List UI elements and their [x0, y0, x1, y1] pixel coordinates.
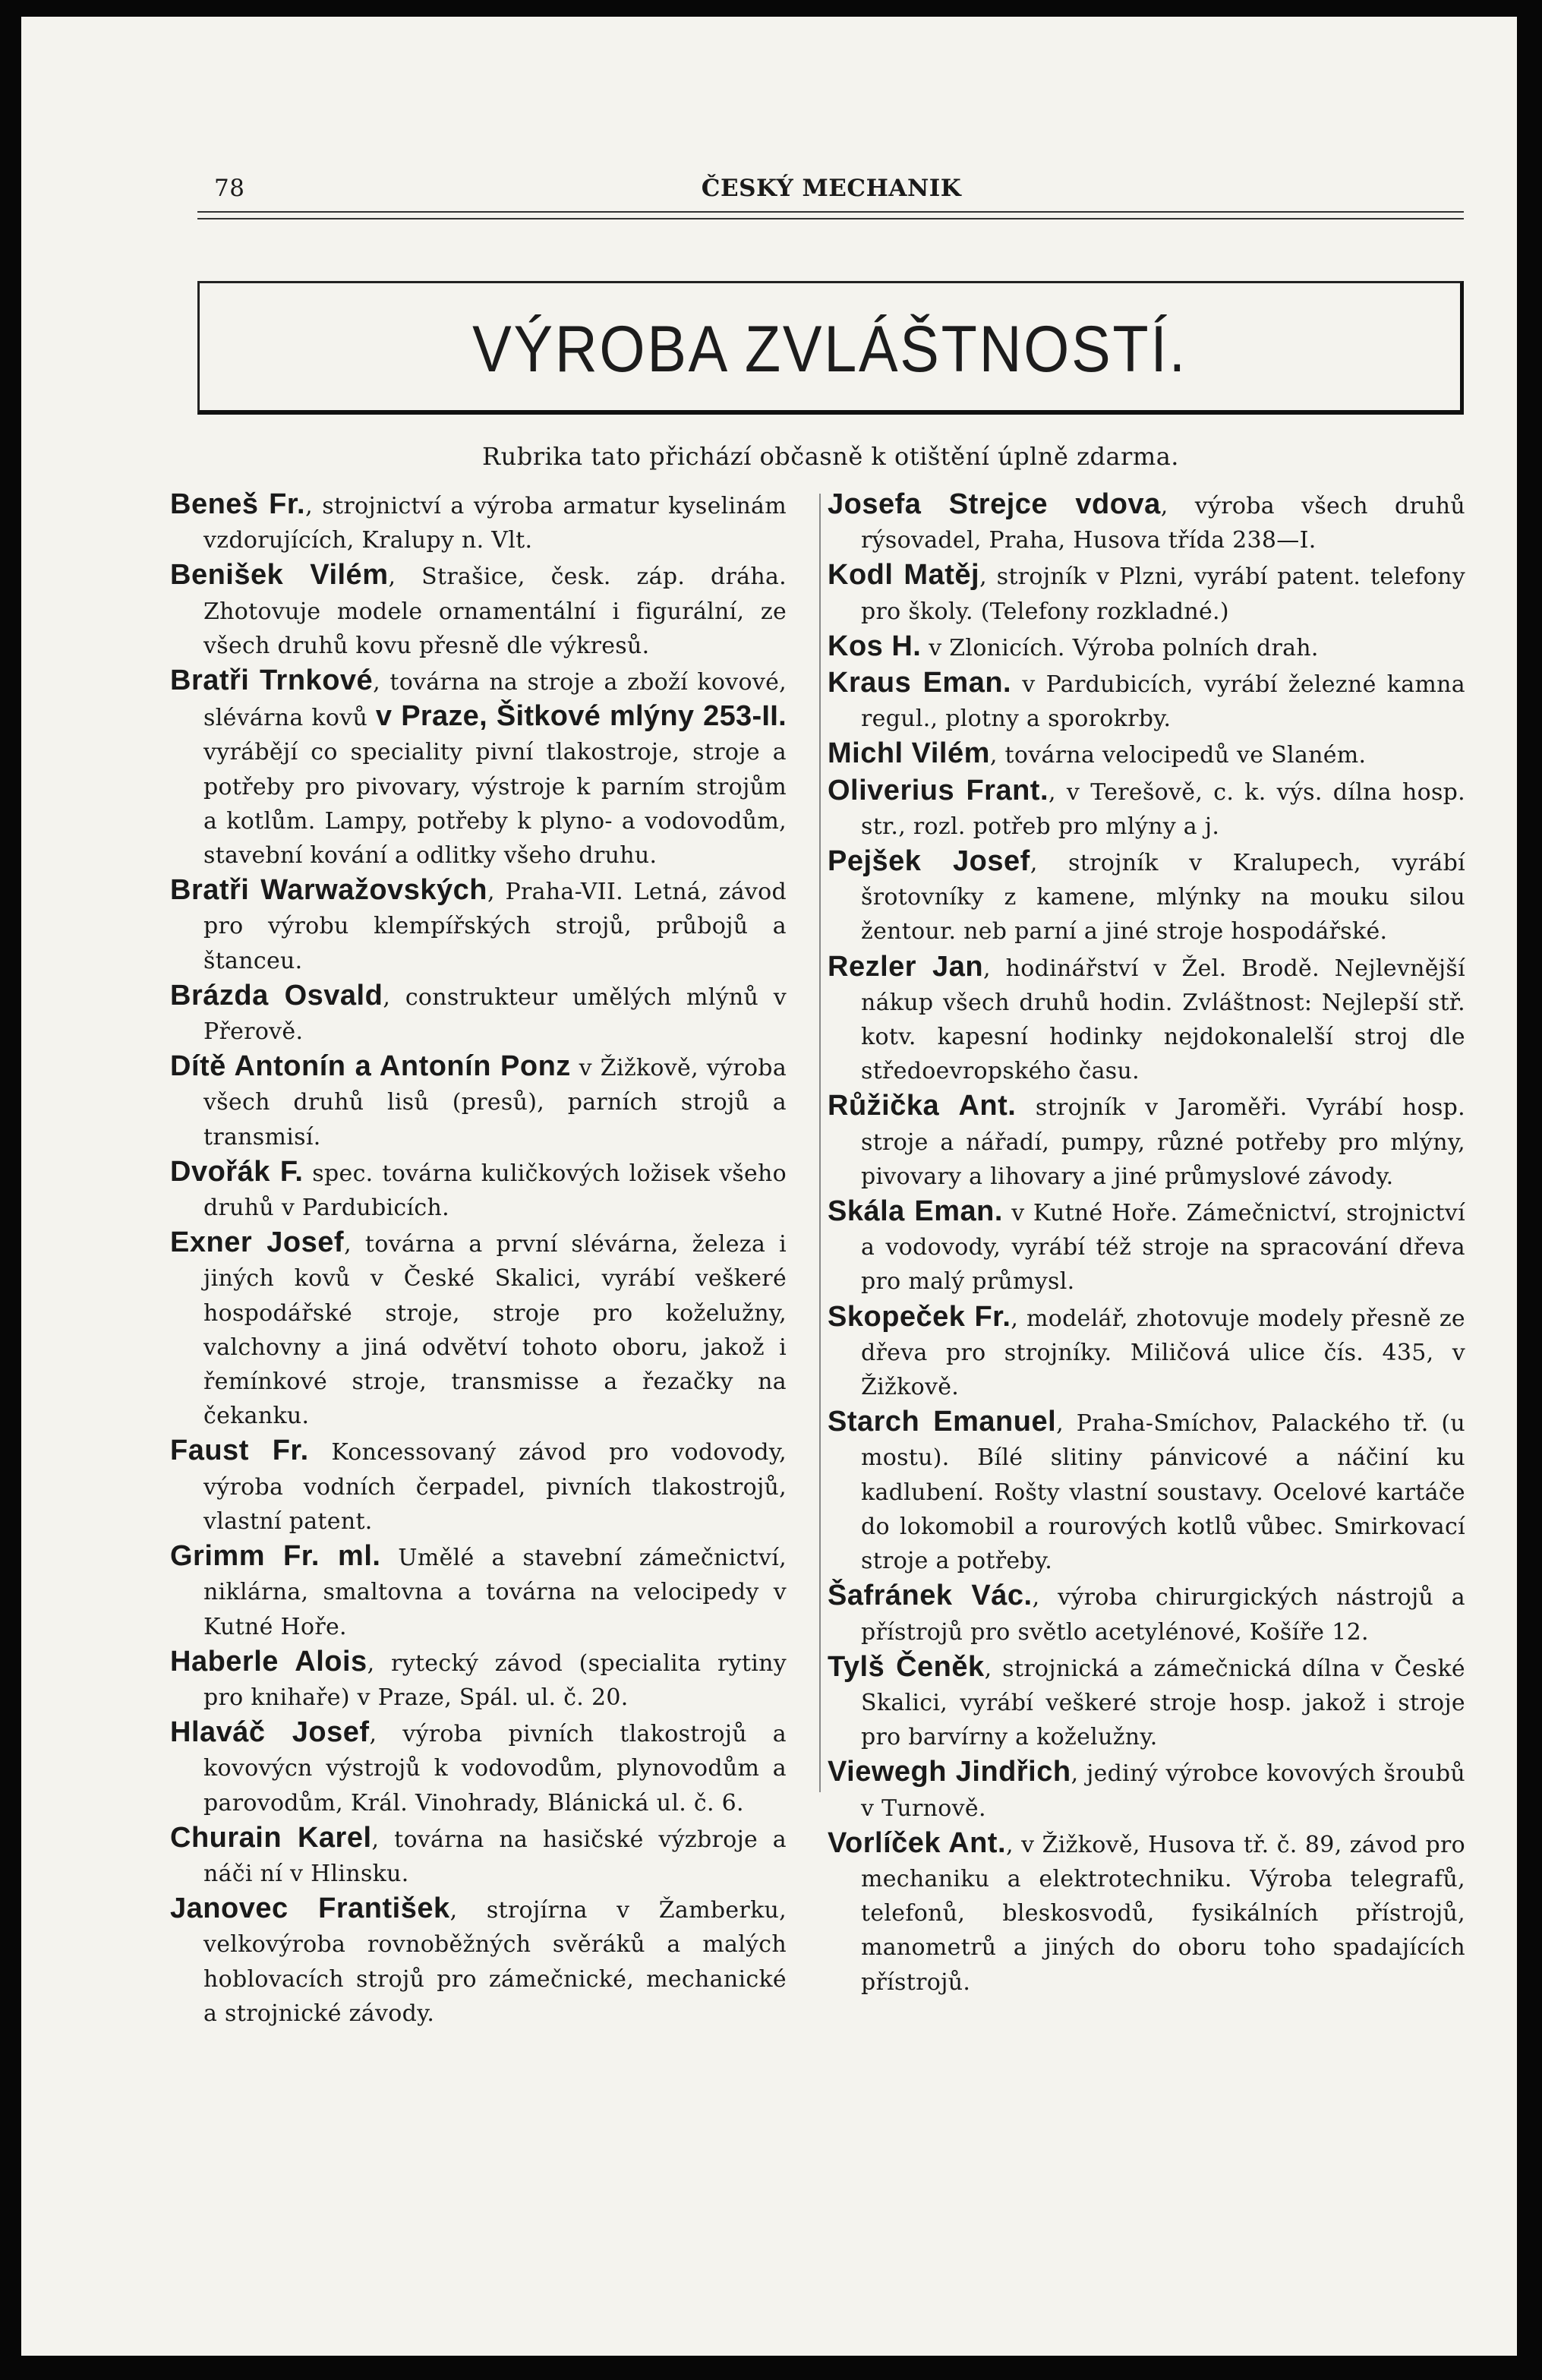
page: [21, 17, 1517, 2356]
entry-name: Růžička Ant.: [828, 1090, 1017, 1122]
column-divider: [819, 494, 821, 1792]
header-rule: [197, 211, 1464, 219]
left-column: [170, 488, 787, 2031]
entry-name: Viewegh Jindřich: [828, 1756, 1071, 1788]
directory-entry: [170, 488, 787, 557]
entry-name: Starch Emanuel: [828, 1406, 1057, 1438]
directory-entry: [170, 558, 787, 663]
entry-text: , strojník v Plzni, vyrábí patent. telefony pro školy. (Telefony rozkladné.): [861, 563, 1465, 625]
page-number: 78: [214, 175, 245, 202]
entry-name: Skála Eman.: [828, 1195, 1003, 1228]
entry-text: , strojnická a zámečnická dílna v České Skalici, vyrábí veškeré stroje hosp. jakož i stroje pro barvírny a koželužny.: [861, 1655, 1465, 1751]
entry-name: Bratři Trnkové: [170, 664, 374, 697]
entry-name: Bratři Warwažovských: [170, 874, 487, 907]
entry-name: Brázda Osvald: [170, 979, 383, 1012]
entry-text: Umělé a stavební zámečnictví, niklárna, smaltovna a továrna na velocipedy v Kutné Hoře.: [203, 1545, 787, 1640]
entry-text: , strojírna v Žamberku, velkovýroba rovnoběžných svěráků a malých hoblovacích strojů pro zámečnické, mechanické a strojnické závody.: [203, 1897, 787, 2027]
section-note: Rubrika tato přichází občasně k otištění úplně zdarma.: [482, 442, 1179, 471]
directory-entry: [828, 1579, 1465, 1649]
directory-entry: [828, 950, 1465, 1089]
entry-text: , Strašice, česk. záp. dráha. Zhotovuje modele ornamentální i figurální, ze všech druhů kovu přesně dle výkresů.: [203, 563, 787, 659]
entry-text: , construkteur umělých mlýnů v Přerově.: [203, 983, 787, 1046]
section-title-box: [197, 281, 1464, 415]
directory-entry: [828, 844, 1465, 949]
entry-name: Kraus Eman.: [828, 667, 1012, 699]
entry-name: Faust Fr.: [170, 1435, 309, 1467]
entry-text: v Zlonicích. Výroba polních drah.: [921, 634, 1319, 661]
entry-name: Michl Vilém: [828, 737, 990, 770]
directory-entry: [828, 737, 1465, 772]
directory-entry: [170, 664, 787, 873]
directory-entry: [828, 1195, 1465, 1299]
entry-name: Grimm Fr. ml.: [170, 1540, 381, 1573]
entry-name: Skopeček Fr.: [828, 1300, 1011, 1333]
directory-entry: [828, 774, 1465, 844]
entry-name: Churain Karel: [170, 1821, 372, 1854]
entry-name: Dítě Antonín a Antonín Ponz: [170, 1050, 571, 1083]
entry-name: Beneš Fr.: [170, 488, 306, 520]
directory-entry: [170, 1226, 787, 1433]
entry-text: Koncessovaný závod pro vodovody, výroba vodních čerpadel, pivních tlakostrojů, vlastní patent.: [203, 1439, 787, 1535]
entry-name: Dvořák F.: [170, 1155, 304, 1188]
directory-entry: [170, 1155, 787, 1225]
entry-name: Pejšek Josef: [828, 845, 1030, 878]
entry-text: strojník v Jaroměři. Vyrábí hosp. stroje a nářadí, pumpy, různé potřeby pro mlýny, pivovary a lihovary a jiné průmyslové závody.: [861, 1094, 1465, 1190]
entry-text: , Praha-VII. Letná, závod pro výrobu klempířských strojů, průbojů a štanceu.: [203, 879, 787, 974]
entry-text: , v Terešově, c. k. výs. dílna hosp. str., rozl. potřeb pro mlýny a j.: [861, 778, 1465, 840]
directory-entry: [170, 1434, 787, 1539]
entry-text: , továrna na hasičské výzbroje a náči ní v Hlinsku.: [203, 1826, 787, 1887]
entry-text-continued: vyrábějí co speciality pivní tlakostroje, stroje a potřeby pro pivovary, výstroje k parním strojům a kotlům. Lampy, potřeby k plyno- a vodovodům, stavební kování a odlitky všeho druhu.: [203, 739, 787, 870]
entry-text: spec. továrna kuličkových ložisek všeho druhů v Pardubicích.: [203, 1160, 787, 1222]
running-title: ČESKÝ MECHANIK: [701, 175, 962, 202]
entry-name: Haberle Alois: [170, 1645, 367, 1678]
directory-entry: [828, 630, 1465, 665]
entry-name: Kos H.: [828, 630, 922, 662]
directory-entry: [828, 558, 1465, 628]
entry-name: Vorlíček Ant.: [828, 1826, 1006, 1859]
entry-name: Josefa Strejce vdova: [828, 488, 1161, 520]
entry-address-highlight: v Praze, Šitkové mlýny 253-II.: [375, 700, 787, 733]
entry-text: , rytecký závod (specialita rytiny pro knihaře) v Praze, Spál. ul. č. 20.: [203, 1649, 787, 1711]
entry-text: , výroba pivních tlakostrojů a kovovýcn výstrojů k vodovodům, plynovodům a parovodům, Král. Vinohrady, Blánická ul. č. 6.: [203, 1721, 787, 1817]
entry-text: , Praha-Smíchov, Palackého tř. (u mostu). Bílé slitiny pánvicové a náčiní ku kadlubení. Rošty vlastní soustavy. Ocelové kartáče do lokomobil a rourových kotlů vůbec. Smirkovací stroje a potřeby.: [861, 1410, 1465, 1575]
entry-text: , modelář, zhotovuje modely přesně ze dřeva pro strojníky. Miličová ulice čís. 435, v Žižkově.: [861, 1305, 1465, 1401]
entry-text: v Žižkově, výroba všech druhů lisů (presů), parních strojů a transmisí.: [203, 1055, 787, 1151]
entry-name: Tylš Čeněk: [828, 1650, 985, 1683]
entry-text: , továrna a první slévárna, železa i jiných kovů v České Skalici, vyrábí veškeré hospodářské stroje, stroje pro koželužny, valchovny a jiná odvětví tohoto oboru, jakož i řemínkové stroje, transmisse a řezačky na čekanku.: [203, 1231, 787, 1430]
directory-entry: [170, 1716, 787, 1820]
entry-text: , hodinářství v Žel. Brodě. Nejlevnější nákup všech druhů hodin. Zvláštnost: Nejlepší stř. kotv. kapesní hodinky nejdokonalelší stroj dle středoevropského času.: [861, 955, 1466, 1085]
entry-text: , továrna velocipedů ve Slaném.: [989, 742, 1367, 769]
directory-entry: [828, 1089, 1465, 1194]
entry-text: , výroba chirurgických nástrojů a přístrojů pro světlo acetylénové, Košíře 12.: [861, 1584, 1465, 1646]
directory-entry: [170, 1050, 787, 1154]
entry-text: , v Žižkově, Husova tř. č. 89, závod pro mechaniku a elektrotechniku. Výroba telegrafů, telefonů, bleskosvodů, fysikálních přístrojů, manometrů a jiných do oboru toho spadajících přístrojů.: [861, 1831, 1465, 1996]
entry-text: v Pardubicích, vyrábí železné kamna regul., plotny a sporokrby.: [861, 671, 1465, 733]
entry-text: , strojnictví a výroba armatur kyselinám vzdorujících, Kralupy n. Vlt.: [203, 493, 787, 554]
directory-entry: [170, 1892, 787, 2031]
directory-entry: [828, 666, 1465, 736]
directory-entry: [170, 979, 787, 1049]
entry-name: Šafránek Vác.: [828, 1580, 1033, 1612]
directory-entry: [170, 1539, 787, 1644]
entry-text: , výroba všech druhů rýsovadel, Praha, Husova třída 238—I.: [861, 493, 1465, 554]
entry-text: , jediný výrobce kovových šroubů v Turnově.: [861, 1760, 1465, 1822]
section-title: VÝROBA ZVLÁŠTNOSTÍ.: [472, 313, 1187, 386]
entry-name: Kodl Matěj: [828, 559, 980, 592]
directory-entry: [170, 873, 787, 978]
directory-entry: [828, 1650, 1465, 1755]
directory-entry: [828, 1405, 1465, 1578]
entry-name: Benišek Vilém: [170, 559, 389, 592]
entry-name: Rezler Jan: [828, 950, 984, 983]
entry-text: , strojník v Kralupech, vyrábí šrotovníky z kamene, mlýnky na mouku silou žentour. neb parní a jiné stroje hospodářské.: [861, 850, 1466, 945]
entry-text: v Kutné Hoře. Zámečnictví, strojnictví a vodovody, vyrábí též stroje na spracování dřeva pro malý průmysl.: [861, 1200, 1466, 1296]
entry-name: Oliverius Frant.: [828, 774, 1048, 806]
entry-name: Exner Josef: [170, 1226, 345, 1259]
directory-entry: [828, 1826, 1465, 2000]
entry-name: Hlaváč Josef: [170, 1716, 370, 1749]
directory-entry: [828, 488, 1465, 557]
directory-entry: [170, 1821, 787, 1891]
entry-text: , továrna na stroje a zboží kovové, slévárna kovů: [203, 669, 787, 732]
directory-entry: [828, 1300, 1465, 1405]
directory-entry: [828, 1755, 1465, 1825]
entry-name: Janovec František: [170, 1892, 450, 1925]
right-column: [828, 488, 1465, 2000]
directory-entry: [170, 1645, 787, 1715]
